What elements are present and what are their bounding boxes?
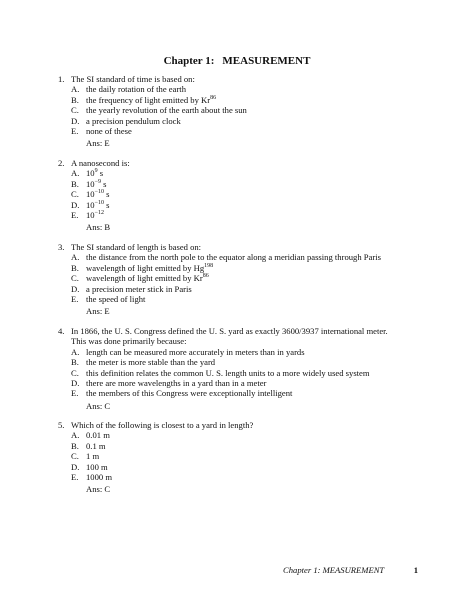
- option-letter: C.: [71, 105, 79, 116]
- option-main-text: a precision pendulum clock: [86, 115, 181, 126]
- option-superscript: 198: [204, 262, 214, 269]
- question-number: 1.: [58, 74, 65, 84]
- answer-option: [58, 210, 428, 220]
- option-main-text: 1 m: [86, 451, 100, 462]
- option-text: [86, 105, 247, 115]
- option-text: [86, 189, 109, 199]
- option-main-text: 10: [86, 199, 95, 210]
- question-text: A nanosecond is:: [71, 158, 130, 168]
- answer-option: [58, 179, 428, 189]
- question-text: The SI standard of length is based on:: [71, 242, 202, 252]
- answer-option: [58, 200, 428, 210]
- option-letter: E.: [71, 294, 79, 305]
- option-letter: D.: [71, 115, 80, 126]
- option-main-text: wavelength of light emitted by Hg: [86, 262, 205, 273]
- option-letter: B.: [71, 94, 79, 105]
- option-letter: C.: [71, 273, 79, 284]
- answer-option: [58, 95, 428, 105]
- option-main-text: none of these: [86, 126, 132, 137]
- option-superscript: −10: [94, 189, 104, 196]
- answer-option: [58, 462, 428, 472]
- answer-option: [58, 441, 428, 451]
- question-stem-line: [58, 420, 428, 430]
- answer-key: Ans: C: [86, 484, 111, 495]
- option-letter: B.: [71, 357, 79, 368]
- option-letter: D.: [71, 283, 80, 294]
- option-letter: D.: [71, 378, 80, 389]
- option-text: [86, 284, 192, 294]
- question-text: In 1866, the U. S. Congress defined the U. S. yard as exactly 3600/3937 international meter.: [71, 326, 388, 336]
- option-letter: A.: [71, 346, 80, 357]
- answer-option: [58, 294, 428, 304]
- answer-option: [58, 168, 428, 178]
- option-text: [86, 84, 186, 94]
- option-main-text: the speed of light: [86, 294, 146, 305]
- option-main-text: the members of this Congress were exceptionally intelligent: [86, 388, 293, 399]
- option-superscript: −10: [94, 199, 104, 206]
- answer-option: [58, 357, 428, 367]
- question-5: [58, 420, 428, 495]
- answer-option: [58, 105, 428, 115]
- answer-option: [58, 116, 428, 126]
- option-text: [86, 347, 305, 357]
- question-2: [58, 158, 428, 233]
- answer-option: [58, 126, 428, 136]
- option-letter: A.: [71, 84, 80, 95]
- option-text: [86, 168, 103, 178]
- option-main-text: this definition relates the common U. S. length units to a more widely used system: [86, 367, 370, 378]
- option-letter: C.: [71, 451, 79, 462]
- option-superscript: −12: [94, 210, 104, 217]
- option-letter: A.: [71, 430, 80, 441]
- option-letter: A.: [71, 168, 80, 179]
- question-text: Which of the following is closest to a yard in length?: [71, 420, 254, 430]
- option-text: [86, 388, 292, 398]
- option-superscript: 86: [210, 94, 217, 101]
- page-title: [0, 55, 474, 68]
- answer-option: [58, 252, 428, 262]
- question-stem-line: [58, 74, 428, 84]
- option-superscript: −9: [94, 178, 101, 185]
- option-text: [86, 472, 112, 482]
- option-text: [86, 368, 370, 378]
- option-text: [86, 378, 266, 388]
- option-letter: A.: [71, 252, 80, 263]
- question-text: This was done primarily because:: [71, 336, 187, 347]
- answer-key: Ans: C: [86, 400, 111, 411]
- answer-option: [58, 84, 428, 94]
- option-main-text: 0.01 m: [86, 430, 110, 441]
- question-stem-line: [58, 336, 428, 346]
- answer-option: [58, 347, 428, 357]
- option-main-text: 0.1 m: [86, 440, 106, 451]
- option-main-text: wavelength of light emitted by Kr: [86, 273, 203, 284]
- option-letter: B.: [71, 178, 79, 189]
- option-text: [86, 273, 209, 283]
- option-main-text: the yearly revolution of the earth about the sun: [86, 105, 247, 116]
- chapter-label: Chapter 1:: [163, 55, 215, 67]
- answer-option: [58, 378, 428, 388]
- option-main-text: 10: [86, 168, 95, 179]
- option-text: [86, 200, 109, 210]
- option-main-text: the frequency of light emitted by Kr: [86, 94, 211, 105]
- answer-option: [58, 189, 428, 199]
- option-superscript: 86: [202, 273, 209, 280]
- question-stem-line: [58, 326, 428, 336]
- option-main-text: the meter is more stable than the yard: [86, 357, 216, 368]
- option-text: [86, 451, 99, 461]
- option-text: [86, 95, 216, 105]
- option-main-text: 1000 m: [86, 472, 113, 483]
- option-letter: C.: [71, 189, 79, 200]
- option-text: [86, 126, 132, 136]
- option-letter: D.: [71, 461, 80, 472]
- option-letter: C.: [71, 367, 79, 378]
- option-letter: B.: [71, 440, 79, 451]
- answer-option: [58, 451, 428, 461]
- option-main-text: a precision meter stick in Paris: [86, 283, 192, 294]
- question-4: [58, 326, 428, 411]
- page-footer: [283, 565, 418, 575]
- question-text: The SI standard of time is based on:: [71, 74, 195, 84]
- option-text: [86, 179, 106, 189]
- answer-option: [58, 263, 428, 273]
- option-letter: E.: [71, 126, 79, 137]
- option-text: [86, 441, 106, 451]
- option-unit: s: [97, 168, 104, 179]
- option-letter: E.: [71, 210, 79, 221]
- option-letter: B.: [71, 262, 79, 273]
- answer-option: [58, 430, 428, 440]
- option-text: [86, 252, 381, 262]
- question-3: [58, 242, 428, 317]
- question-number: [58, 336, 71, 346]
- option-text: [86, 263, 213, 273]
- question-number: 4.: [58, 326, 65, 336]
- answer-option: [58, 284, 428, 294]
- question-stem-line: [58, 242, 428, 252]
- option-main-text: there are more wavelengths in a yard than in a meter: [86, 378, 267, 389]
- answer-option: [58, 368, 428, 378]
- option-text: [86, 294, 145, 304]
- option-text: [86, 462, 108, 472]
- option-unit: s: [103, 199, 110, 210]
- question-number: 2.: [58, 158, 65, 168]
- option-unit: s: [100, 178, 107, 189]
- page-number: 1: [413, 565, 418, 575]
- option-text: [86, 210, 104, 220]
- chapter-title: MEASUREMENT: [222, 55, 311, 67]
- option-unit: s: [103, 189, 110, 200]
- answer-key: Ans: B: [86, 222, 111, 233]
- option-letter: E.: [71, 472, 79, 483]
- question-stem-line: [58, 158, 428, 168]
- option-main-text: 10: [86, 210, 95, 221]
- option-superscript: 9: [94, 168, 98, 175]
- option-main-text: length can be measured more accurately in meters than in yards: [86, 346, 305, 357]
- question-number: 5.: [58, 420, 65, 430]
- option-text: [86, 116, 181, 126]
- option-letter: D.: [71, 199, 80, 210]
- option-main-text: 10: [86, 189, 95, 200]
- option-letter: E.: [71, 388, 79, 399]
- option-main-text: the daily rotation of the earth: [86, 84, 186, 95]
- answer-key: Ans: E: [86, 306, 110, 317]
- question-number: 3.: [58, 242, 65, 252]
- option-main-text: 10: [86, 178, 95, 189]
- footer-chapter: Chapter 1: MEASUREMENT: [283, 565, 385, 575]
- option-main-text: the distance from the north pole to the equator along a meridian passing through Paris: [86, 252, 381, 263]
- answer-option: [58, 388, 428, 398]
- option-text: [86, 357, 215, 367]
- answer-key: Ans: E: [86, 138, 110, 149]
- answer-option: [58, 273, 428, 283]
- option-main-text: 100 m: [86, 461, 108, 472]
- option-text: [86, 430, 110, 440]
- answer-option: [58, 472, 428, 482]
- question-1: [58, 74, 428, 149]
